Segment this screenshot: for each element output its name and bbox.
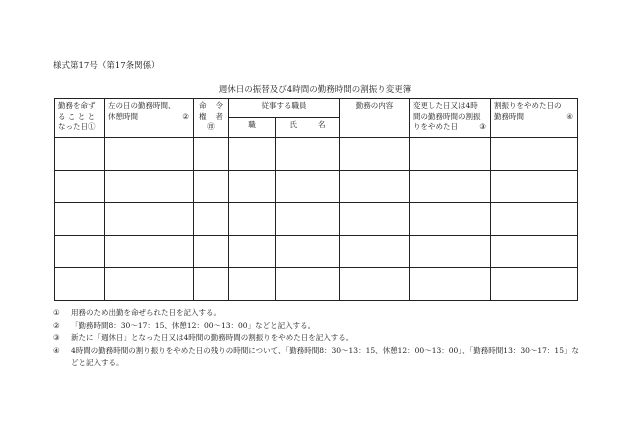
- note-item: ② 「勤務時間8：30～17：15、休憩12：00～13：00」などと記入する。: [53, 320, 316, 330]
- table-row: [55, 170, 578, 203]
- form-number: 様式第17号（第17条関係）: [53, 61, 160, 71]
- note-item: ③ 新たに「週休日」となった日又は4時間の勤務時間の割振りをやめた日を記入する。: [53, 333, 354, 343]
- table-row: [55, 203, 578, 236]
- notes-list: [53, 307, 586, 370]
- table-row: [55, 268, 578, 301]
- seal-mark: ㊞: [207, 122, 215, 131]
- header-commander: 命 令 権 者 ㊞: [194, 99, 229, 138]
- table-row: [55, 235, 578, 268]
- note-item: ④ 4時間の勤務時間の割り振りをやめた日の残りの時間について、「勤務時間8：30～13：15、休憩12：00～13：00」、「勤務時間13：30～17：15」などと記入する。: [53, 345, 579, 368]
- header-staff-group: 従事する職員: [229, 99, 340, 118]
- header-changed-date: 変更した日又は4時 間の勤務時間の割振 りをやめた日 ③: [410, 99, 491, 138]
- header-staff-name: 氏 名: [276, 118, 340, 138]
- header-staff-position: 職: [229, 118, 276, 138]
- header-left-day-hours: 左の日の勤務時間、 休憩時間 ②: [105, 99, 194, 138]
- header-date-ordered: 勤務を命ず る こ と と なった日①: [55, 99, 105, 138]
- change-ledger-table: [54, 98, 578, 301]
- header-work-content: 勤務の内容: [340, 99, 410, 138]
- header-cancelled-hours: 割振りをやめた日の 勤務時間 ④: [491, 99, 578, 138]
- document-title: 週休日の振替及び4時間の勤務時間の割振り変更簿: [218, 85, 412, 95]
- table-row: [55, 138, 578, 171]
- note-item: ① 用務のため出勤を命ぜられた日を記入する。: [53, 308, 221, 317]
